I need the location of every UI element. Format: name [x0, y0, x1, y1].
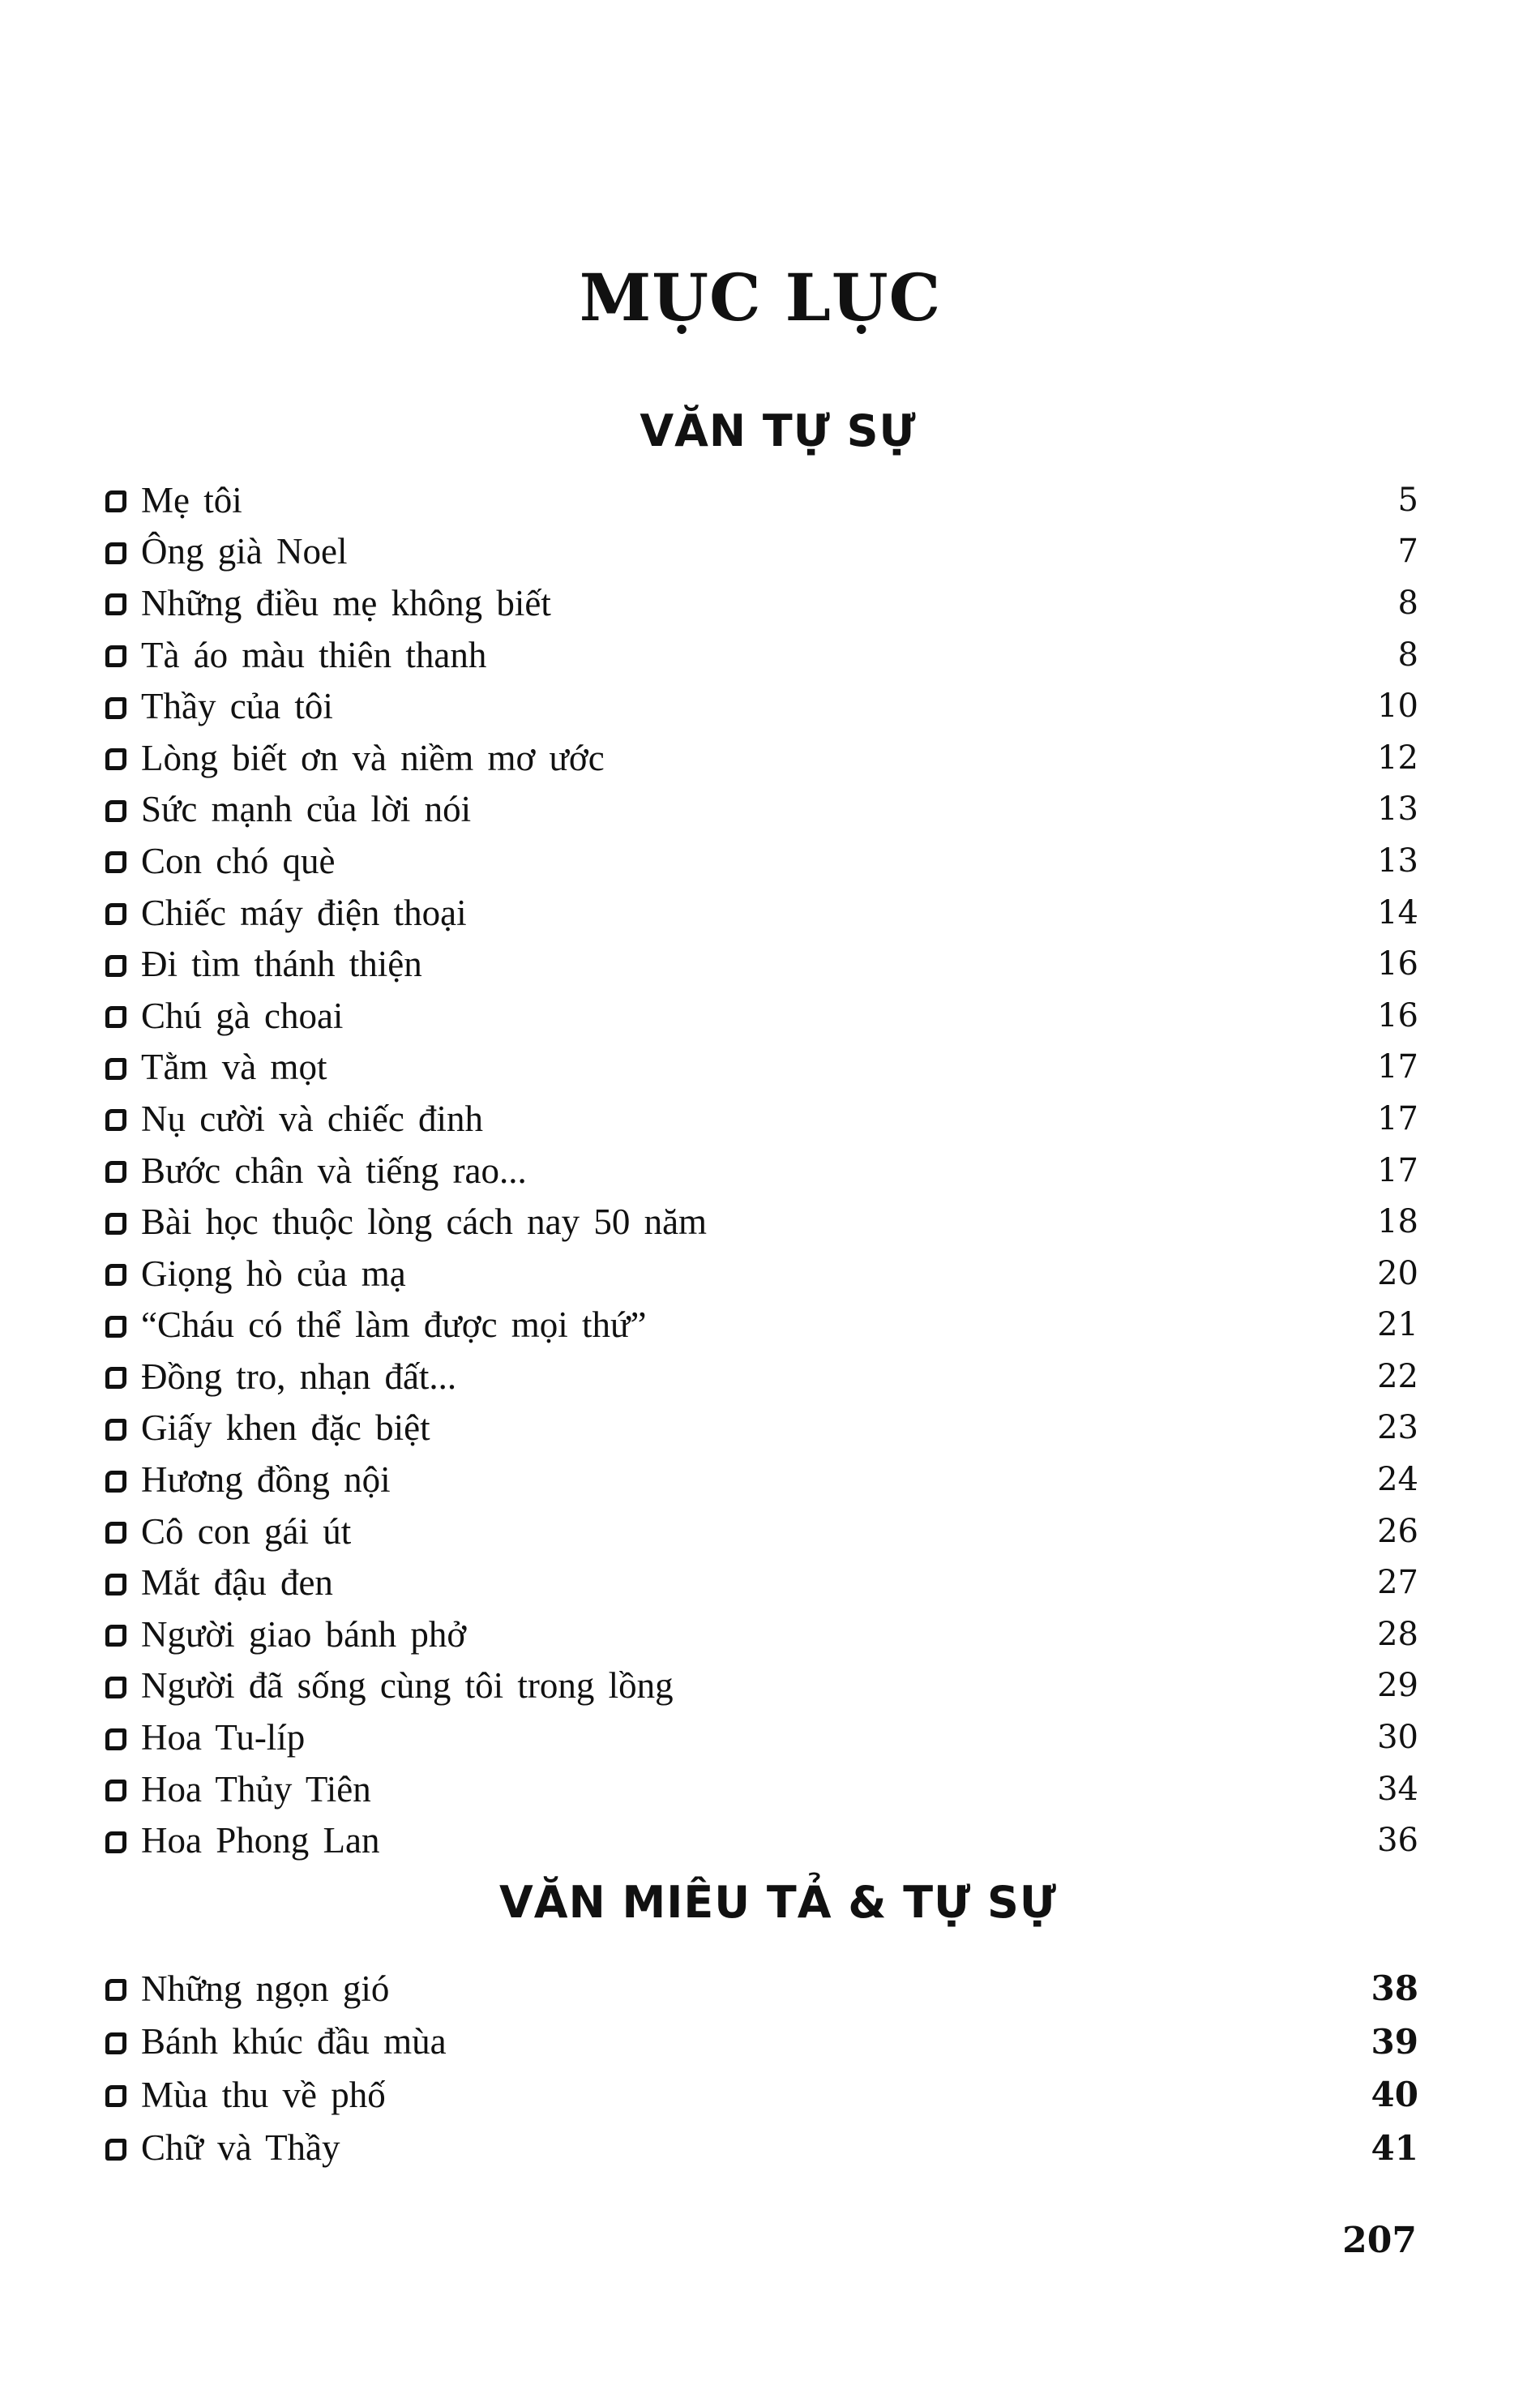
checkbox-bullet-icon [105, 1058, 126, 1080]
toc-entry [105, 1042, 1418, 1094]
toc-entry-title: Thầy của tôi [141, 686, 333, 727]
toc-entry-title: Mắt đậu đen [141, 1562, 333, 1604]
checkbox-bullet-icon [105, 748, 126, 770]
toc-entry [105, 629, 1418, 681]
toc-entry [105, 1763, 1418, 1815]
toc-entry [105, 1506, 1418, 1557]
toc-list-van-tu-su [105, 474, 1418, 1866]
toc-entry-title: Chữ và Thầy [141, 2127, 340, 2169]
toc-entry [105, 526, 1418, 578]
toc-entry [105, 2122, 1418, 2175]
checkbox-bullet-icon [105, 1780, 126, 1801]
toc-entry-title: Bánh khúc đầu mùa [141, 2021, 447, 2062]
toc-entry-page: 39 [1371, 2021, 1418, 2062]
checkbox-bullet-icon [105, 2085, 126, 2107]
toc-entry [105, 1454, 1418, 1506]
toc-entry [105, 2068, 1418, 2122]
toc-entry [105, 1608, 1418, 1660]
toc-entry-page: 5 [1397, 481, 1418, 519]
toc-entry [105, 835, 1418, 887]
checkbox-bullet-icon [105, 1367, 126, 1389]
toc-entry-page: 18 [1377, 1203, 1418, 1241]
toc-entry-page: 21 [1377, 1306, 1418, 1344]
checkbox-bullet-icon [105, 542, 126, 564]
toc-entry-page: 36 [1377, 1822, 1418, 1860]
toc-entry-page: 40 [1371, 2075, 1418, 2115]
toc-entry-page: 13 [1377, 842, 1418, 880]
toc-entry-title: Bài học thuộc lòng cách nay 50 năm [141, 1201, 708, 1243]
toc-entry-title: Đi tìm thánh thiện [141, 944, 422, 985]
toc-entry [105, 732, 1418, 784]
toc-entry-title: Hoa Thủy Tiên [141, 1768, 371, 1810]
checkbox-bullet-icon [105, 1161, 126, 1183]
toc-entry-title: Chiếc máy điện thoại [141, 892, 467, 933]
toc-entry-page: 24 [1377, 1461, 1418, 1499]
toc-entry-page: 22 [1377, 1357, 1418, 1395]
toc-entry-page: 8 [1397, 584, 1418, 622]
toc-entry [105, 2015, 1418, 2069]
toc-entry-page: 23 [1377, 1409, 1418, 1447]
toc-entry-title: Giọng hò của mạ [141, 1253, 406, 1294]
toc-entry [105, 1351, 1418, 1403]
checkbox-bullet-icon [105, 1574, 126, 1595]
toc-entry [105, 1814, 1418, 1866]
checkbox-bullet-icon [105, 1677, 126, 1698]
toc-entry [105, 990, 1418, 1042]
toc-entry [105, 1145, 1418, 1197]
toc-entry-page: 8 [1397, 636, 1418, 674]
checkbox-bullet-icon [105, 800, 126, 822]
checkbox-bullet-icon [105, 1419, 126, 1441]
checkbox-bullet-icon [105, 1831, 126, 1853]
toc-entry-page: 14 [1377, 893, 1418, 932]
checkbox-bullet-icon [105, 2032, 126, 2054]
toc-entry-title: Tằm và mọt [141, 1047, 327, 1088]
toc-entry-title: Bước chân và tiếng rao... [141, 1150, 527, 1191]
toc-entry [105, 474, 1418, 526]
toc-entry-title: Hương đồng nội [141, 1459, 391, 1501]
checkbox-bullet-icon [105, 1213, 126, 1235]
checkbox-bullet-icon [105, 490, 126, 512]
toc-entry-title: Ông già Noel [141, 531, 348, 572]
page-title: MỤC LỤC [579, 259, 942, 336]
toc-entry-page: 41 [1371, 2127, 1418, 2168]
toc-entry [105, 1711, 1418, 1763]
toc-entry-page: 13 [1377, 790, 1418, 829]
checkbox-bullet-icon [105, 1728, 126, 1750]
toc-entry-page: 17 [1377, 1099, 1418, 1137]
checkbox-bullet-icon [105, 851, 126, 873]
toc-entry-title: Người đã sống cùng tôi trong lồng [141, 1665, 674, 1707]
toc-entry-title: Mẹ tôi [141, 479, 242, 520]
toc-entry [105, 938, 1418, 990]
toc-entry [105, 1300, 1418, 1351]
toc-entry-title: Nụ cười và chiếc đinh [141, 1098, 484, 1139]
checkbox-bullet-icon [105, 645, 126, 667]
toc-entry [105, 680, 1418, 732]
toc-entry-title: Những ngọn gió [141, 1968, 390, 2009]
checkbox-bullet-icon [105, 697, 126, 719]
toc-entry [105, 784, 1418, 836]
toc-entry-page: 28 [1377, 1615, 1418, 1653]
checkbox-bullet-icon [105, 1471, 126, 1493]
toc-list-van-mieu-ta-tu-su [105, 1962, 1418, 2174]
toc-entry-title: Lòng biết ơn và niềm mơ ước [141, 737, 605, 778]
toc-entry-title: Người giao bánh phở [141, 1613, 467, 1655]
checkbox-bullet-icon [105, 1006, 126, 1028]
toc-entry-page: 10 [1377, 687, 1418, 726]
toc-entry-page: 17 [1377, 1151, 1418, 1189]
toc-entry-title: Cô con gái út [141, 1510, 352, 1552]
toc-entry-title: Sức mạnh của lời nói [141, 789, 472, 830]
section-heading-van-tu-su: VĂN TỰ SỰ [640, 405, 917, 456]
toc-entry-title: Hoa Phong Lan [141, 1820, 380, 1861]
toc-entry-page: 12 [1377, 739, 1418, 777]
toc-entry [105, 887, 1418, 939]
toc-entry-title: “Cháu có thể làm được mọi thứ” [141, 1304, 647, 1346]
page-number: 207 [1342, 2220, 1417, 2261]
toc-entry-page: 38 [1371, 1968, 1418, 2009]
toc-entry-page: 29 [1377, 1667, 1418, 1705]
checkbox-bullet-icon [105, 1316, 126, 1338]
toc-entry-title: Mùa thu về phố [141, 2074, 386, 2115]
toc-entry [105, 577, 1418, 629]
section-heading-van-mieu-ta-tu-su: VĂN MIÊU TẢ & TỰ SỰ [498, 1877, 1057, 1928]
toc-entry [105, 1557, 1418, 1608]
checkbox-bullet-icon [105, 593, 126, 615]
toc-entry-page: 7 [1397, 533, 1418, 571]
toc-entry-title: Hoa Tu-líp [141, 1717, 306, 1758]
toc-entry-title: Con chó què [141, 840, 336, 881]
toc-entry-page: 20 [1377, 1254, 1418, 1292]
toc-entry-title: Chú gà choai [141, 995, 344, 1036]
toc-entry [105, 1093, 1418, 1145]
toc-entry [105, 1660, 1418, 1712]
toc-entry-title: Đồng tro, nhạn đất... [141, 1356, 457, 1397]
checkbox-bullet-icon [105, 903, 126, 925]
checkbox-bullet-icon [105, 1522, 126, 1544]
checkbox-bullet-icon [105, 955, 126, 977]
checkbox-bullet-icon [105, 1264, 126, 1286]
checkbox-bullet-icon [105, 2139, 126, 2161]
checkbox-bullet-icon [105, 1109, 126, 1131]
checkbox-bullet-icon [105, 1979, 126, 2001]
toc-entry-page: 34 [1377, 1770, 1418, 1808]
toc-entry-title: Những điều mẹ không biết [141, 582, 551, 623]
toc-entry [105, 1196, 1418, 1248]
toc-entry-title: Tà áo màu thiên thanh [141, 634, 487, 675]
toc-entry-page: 27 [1377, 1564, 1418, 1602]
toc-entry [105, 1403, 1418, 1454]
toc-entry-page: 16 [1377, 996, 1418, 1034]
toc-entry-page: 30 [1377, 1719, 1418, 1757]
toc-entry-title: Giấy khen đặc biệt [141, 1407, 430, 1449]
toc-entry-page: 16 [1377, 945, 1418, 983]
checkbox-bullet-icon [105, 1625, 126, 1647]
toc-entry [105, 1248, 1418, 1300]
toc-entry-page: 26 [1377, 1512, 1418, 1550]
toc-entry-page: 17 [1377, 1048, 1418, 1086]
toc-entry [105, 1962, 1418, 2015]
